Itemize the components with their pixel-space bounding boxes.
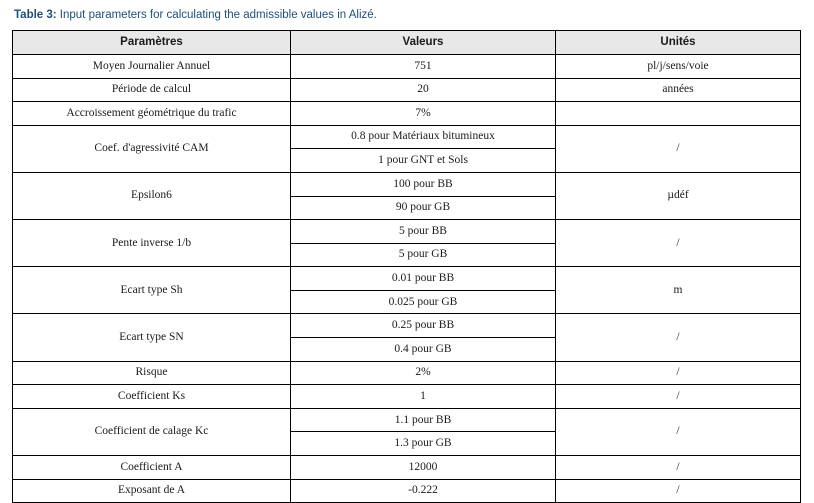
cell-parameter: Epsilon6 xyxy=(13,172,291,219)
table-row xyxy=(13,361,801,385)
cell-unit: / xyxy=(556,385,801,409)
cell-parameter: Coefficient A xyxy=(13,456,291,480)
column-header-valeurs: Valeurs xyxy=(291,30,556,54)
cell-value: 20 xyxy=(291,78,556,102)
cell-unit: années xyxy=(556,78,801,102)
table-row xyxy=(13,385,801,409)
cell-parameter: Ecart type SN xyxy=(13,314,291,361)
table-row xyxy=(13,408,801,432)
cell-parameter: Coefficient Ks xyxy=(13,385,291,409)
cell-unit: / xyxy=(556,479,801,503)
cell-unit: / xyxy=(556,456,801,480)
cell-value: 12000 xyxy=(291,456,556,480)
table-row xyxy=(13,220,801,244)
table-row xyxy=(13,172,801,196)
column-header-unites: Unités xyxy=(556,30,801,54)
cell-value: 0.4 pour GB xyxy=(291,338,556,362)
column-header-parametres: Paramètres xyxy=(13,30,291,54)
caption-label: Table 3: xyxy=(14,9,57,21)
cell-value: 1 pour GNT et Sols xyxy=(291,149,556,173)
cell-parameter: Exposant de A xyxy=(13,479,291,503)
cell-parameter: Coef. d'agressivité CAM xyxy=(13,125,291,172)
cell-unit: m xyxy=(556,267,801,314)
cell-value: 1.1 pour BB xyxy=(291,408,556,432)
cell-unit: / xyxy=(556,314,801,361)
table-row xyxy=(13,456,801,480)
table-row xyxy=(13,479,801,503)
cell-parameter: Ecart type Sh xyxy=(13,267,291,314)
cell-unit xyxy=(556,102,801,126)
cell-value: 5 pour BB xyxy=(291,220,556,244)
cell-value: 0.025 pour GB xyxy=(291,290,556,314)
cell-value: 0.01 pour BB xyxy=(291,267,556,291)
cell-value: 751 xyxy=(291,54,556,78)
cell-parameter: Pente inverse 1/b xyxy=(13,220,291,267)
cell-parameter: Risque xyxy=(13,361,291,385)
cell-value: 2% xyxy=(291,361,556,385)
table-row xyxy=(13,78,801,102)
cell-value: -0.222 xyxy=(291,479,556,503)
table-row xyxy=(13,102,801,126)
cell-unit: µdéf xyxy=(556,172,801,219)
cell-value: 1.3 pour GB xyxy=(291,432,556,456)
table-header-row xyxy=(13,30,801,54)
cell-value: 7% xyxy=(291,102,556,126)
cell-value: 5 pour GB xyxy=(291,243,556,267)
cell-value: 1 xyxy=(291,385,556,409)
cell-unit: / xyxy=(556,125,801,172)
cell-value: 0.25 pour BB xyxy=(291,314,556,338)
table-caption xyxy=(14,8,802,23)
cell-unit: / xyxy=(556,361,801,385)
cell-value: 90 pour GB xyxy=(291,196,556,220)
cell-value: 100 pour BB xyxy=(291,172,556,196)
input-parameters-table xyxy=(12,30,801,503)
table-row xyxy=(13,267,801,291)
cell-parameter: Coefficient de calage Kc xyxy=(13,408,291,455)
cell-unit: / xyxy=(556,220,801,267)
table-row xyxy=(13,54,801,78)
cell-unit: / xyxy=(556,408,801,455)
caption-text: Input parameters for calculating the admissible values in Alizé. xyxy=(56,9,377,21)
cell-unit: pl/j/sens/voie xyxy=(556,54,801,78)
table-body xyxy=(13,54,801,502)
table-row xyxy=(13,314,801,338)
cell-parameter: Accroissement géométrique du trafic xyxy=(13,102,291,126)
cell-value: 0.8 pour Matériaux bitumineux xyxy=(291,125,556,149)
table-header xyxy=(13,30,801,54)
cell-parameter: Période de calcul xyxy=(13,78,291,102)
cell-parameter: Moyen Journalier Annuel xyxy=(13,54,291,78)
table-row xyxy=(13,125,801,149)
